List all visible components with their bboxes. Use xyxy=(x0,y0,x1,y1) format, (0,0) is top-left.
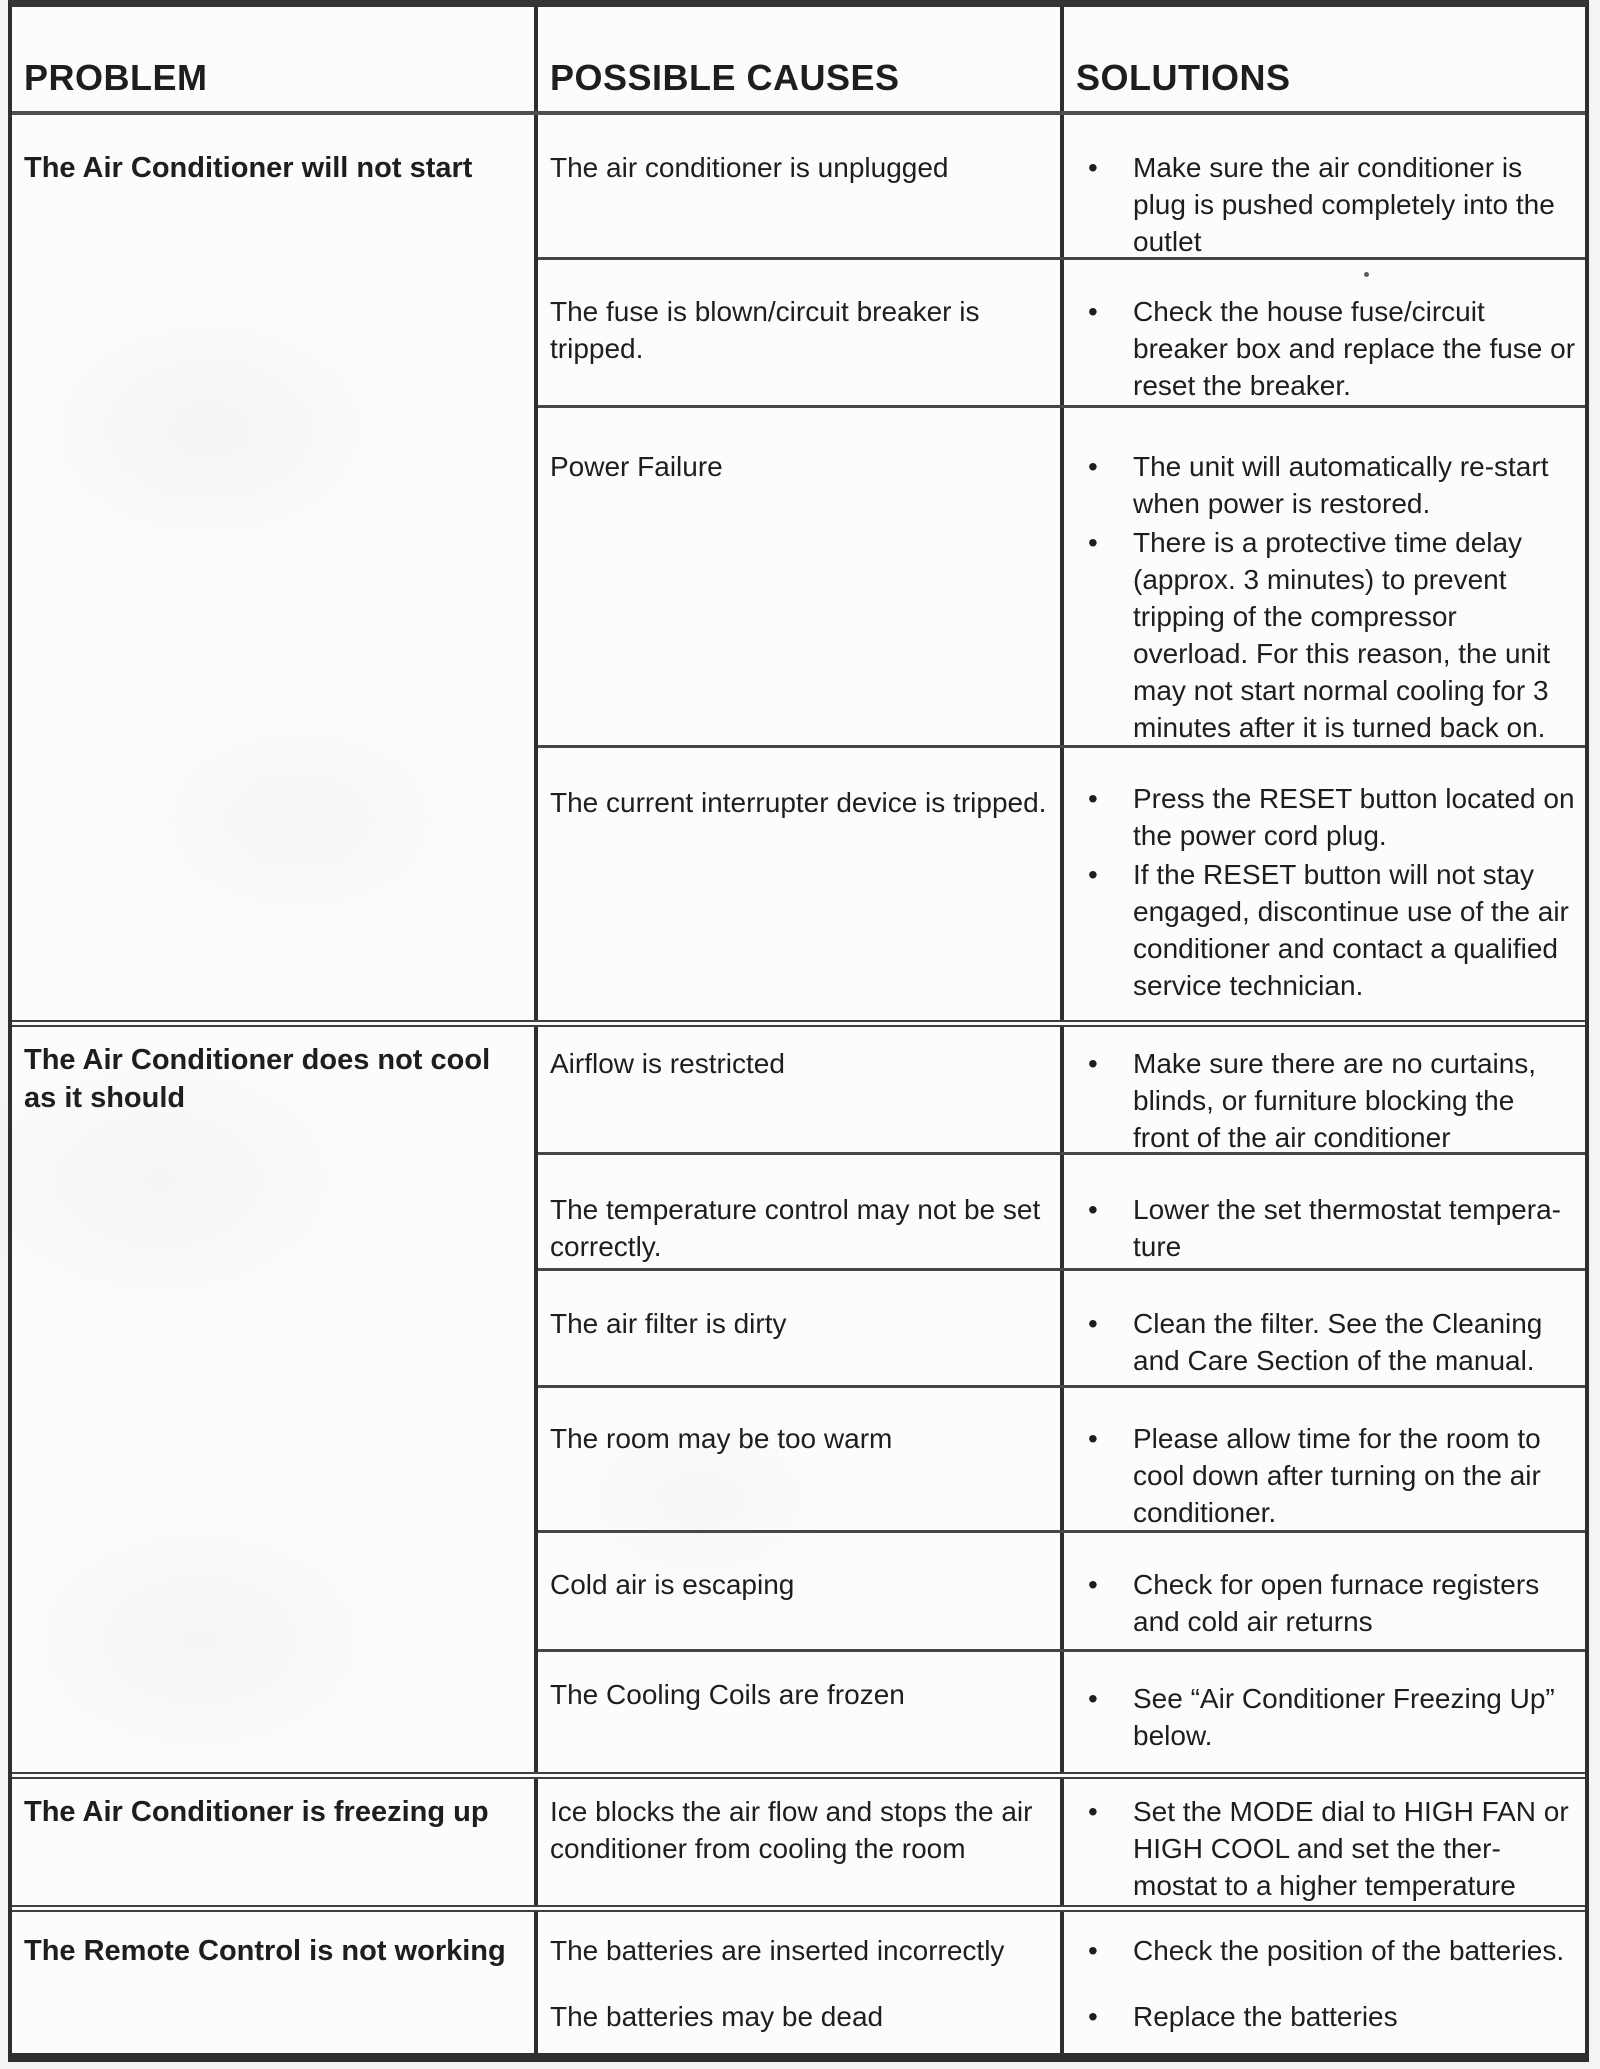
bullet-icon: • xyxy=(1088,296,1098,327)
bullet-icon: • xyxy=(1088,1796,1098,1827)
solutions-list xyxy=(1064,448,1577,746)
solutions-cell xyxy=(1064,260,1585,405)
solution-item xyxy=(1064,1305,1577,1379)
table-row xyxy=(538,745,1585,1020)
cause-cell xyxy=(538,1271,1064,1385)
solutions-cell xyxy=(1064,1027,1585,1152)
cause-text: Power Failure xyxy=(550,451,723,482)
problem-cell xyxy=(12,1912,538,2053)
table-row xyxy=(538,257,1585,405)
cause-text: The air filter is dirty xyxy=(550,1308,787,1339)
solution-text: Lower the set thermostat tempera-ture xyxy=(1133,1194,1561,1262)
solutions-list xyxy=(1064,1566,1577,1640)
section-rows xyxy=(538,115,1585,1020)
solution-item xyxy=(1064,524,1577,746)
table-header-row xyxy=(12,7,1585,115)
bullet-icon: • xyxy=(1088,1683,1098,1714)
table-row xyxy=(538,1986,1585,2053)
problem-text: The Air Conditioner does not cool as it should xyxy=(24,1044,491,1114)
problem-cell xyxy=(12,1779,538,1905)
cause-cell xyxy=(538,1986,1064,2053)
solutions-list xyxy=(1064,1998,1577,2035)
problem-cell xyxy=(12,115,538,1020)
section-rows xyxy=(538,1912,1585,2053)
solutions-list xyxy=(1064,293,1577,404)
cause-text: The Cooling Coils are frozen xyxy=(550,1679,905,1710)
cause-text: Airflow is restricted xyxy=(550,1048,785,1079)
bullet-icon: • xyxy=(1088,783,1098,814)
solution-text: Make sure the air conditioner is plug is pushed completely into the outlet xyxy=(1133,152,1555,257)
solutions-list xyxy=(1064,1793,1577,1904)
problem-text: The Remote Control is not working xyxy=(24,1935,506,1967)
solutions-list xyxy=(1064,1680,1577,1754)
solution-text: Press the RESET button located on the power cord plug. xyxy=(1133,783,1575,851)
solution-text: Check the position of the batteries. xyxy=(1133,1935,1565,1966)
solution-item xyxy=(1064,1045,1577,1156)
solutions-cell xyxy=(1064,1388,1585,1530)
section-ac-freezing-up xyxy=(12,1772,1585,1905)
cause-text: Ice blocks the air flow and stops the air conditioner from cooling the room xyxy=(550,1796,1033,1864)
troubleshooting-table xyxy=(8,0,1589,2062)
problem-text: The Air Conditioner will not start xyxy=(24,152,473,184)
header-problem: PROBLEM xyxy=(12,7,538,111)
cause-cell xyxy=(538,1155,1064,1268)
solution-item xyxy=(1064,1793,1577,1904)
bullet-icon: • xyxy=(1088,527,1098,558)
cause-cell xyxy=(538,1533,1064,1649)
table-row xyxy=(538,1385,1585,1530)
section-rows xyxy=(538,1779,1585,1905)
cause-cell xyxy=(538,1912,1064,1986)
cause-text: The fuse is blown/circuit breaker is tripped. xyxy=(550,296,980,364)
cause-text: The temperature control may not be set correctly. xyxy=(550,1194,1041,1262)
cause-text: The batteries may be dead xyxy=(550,2001,884,2032)
bullet-icon: • xyxy=(1088,1308,1098,1339)
solution-item xyxy=(1064,1932,1577,1969)
solution-item xyxy=(1064,293,1577,404)
solution-text: If the RESET button will not stay engaged, discontinue use of the air conditioner and contact a qualified service technician. xyxy=(1133,859,1569,1001)
solution-text: Set the MODE dial to HIGH FAN or HIGH COOL and set the ther-mostat to a higher temperature xyxy=(1133,1796,1569,1901)
bullet-icon: • xyxy=(1088,2001,1098,2032)
solutions-list xyxy=(1064,1191,1577,1265)
cause-cell xyxy=(538,1027,1064,1152)
bullet-icon: • xyxy=(1088,152,1098,183)
scan-speck xyxy=(1364,272,1369,277)
solution-item xyxy=(1064,1680,1577,1754)
cause-text: The current interrupter device is tripped. xyxy=(550,787,1047,818)
solution-item xyxy=(1064,448,1577,522)
section-ac-does-not-cool xyxy=(12,1020,1585,1772)
solutions-cell xyxy=(1064,408,1585,745)
cause-text: The air conditioner is unplugged xyxy=(550,152,949,183)
solution-item xyxy=(1064,1998,1577,2035)
solutions-cell xyxy=(1064,1155,1585,1268)
solutions-list xyxy=(1064,1420,1577,1531)
table-row xyxy=(538,1152,1585,1268)
table-row xyxy=(538,1649,1585,1772)
solution-item xyxy=(1064,149,1577,260)
solutions-list xyxy=(1064,1932,1577,1969)
solution-text: There is a protective time delay (approx. 3 minutes) to prevent tripping of the compressor overload. For this reason, the unit may not start normal cooling for 3 minutes after it is turned back on. xyxy=(1133,527,1551,743)
bullet-icon: • xyxy=(1088,1048,1098,1079)
solutions-list xyxy=(1064,780,1577,1004)
solutions-cell xyxy=(1064,1912,1585,1986)
cause-cell xyxy=(538,408,1064,745)
cause-cell xyxy=(538,115,1064,257)
bullet-icon: • xyxy=(1088,1935,1098,1966)
bullet-icon: • xyxy=(1088,1423,1098,1454)
solutions-cell xyxy=(1064,1652,1585,1772)
section-ac-will-not-start xyxy=(12,115,1585,1020)
cause-cell xyxy=(538,1652,1064,1772)
solution-text: The unit will automatically re-start when power is restored. xyxy=(1133,451,1549,519)
solution-text: Please allow time for the room to cool down after turning on the air conditioner. xyxy=(1133,1423,1541,1528)
bullet-icon: • xyxy=(1088,859,1098,890)
solution-text: Check the house fuse/circuit breaker box and replace the fuse or reset the breaker. xyxy=(1133,296,1576,401)
section-remote-not-working xyxy=(12,1905,1585,2053)
solutions-list xyxy=(1064,1045,1577,1156)
bullet-icon: • xyxy=(1088,1569,1098,1600)
table-row xyxy=(538,1027,1585,1152)
table-row xyxy=(538,115,1585,257)
cause-cell xyxy=(538,1779,1064,1905)
solutions-cell xyxy=(1064,115,1585,257)
problem-text: The Air Conditioner is freezing up xyxy=(24,1796,489,1828)
cause-text: The room may be too warm xyxy=(550,1423,893,1454)
solutions-list xyxy=(1064,149,1577,260)
solutions-cell xyxy=(1064,1533,1585,1649)
solution-text: Make sure there are no curtains, blinds, or furniture blocking the front of the air conditioner xyxy=(1133,1048,1537,1153)
cause-cell xyxy=(538,1388,1064,1530)
header-solutions: SOLUTIONS xyxy=(1076,57,1291,98)
solution-item xyxy=(1064,856,1577,1004)
table-row xyxy=(538,1268,1585,1385)
solution-item xyxy=(1064,1420,1577,1531)
cause-text: Cold air is escaping xyxy=(550,1569,795,1600)
solution-text: See “Air Conditioner Freezing Up” below. xyxy=(1133,1683,1555,1751)
cause-cell xyxy=(538,260,1064,405)
solution-text: Check for open furnace registers and cold air returns xyxy=(1133,1569,1540,1637)
solutions-cell xyxy=(1064,748,1585,1020)
solutions-cell xyxy=(1064,1779,1585,1905)
solutions-cell xyxy=(1064,1986,1585,2053)
table-row xyxy=(538,1779,1585,1905)
solution-text: Clean the filter. See the Cleaning and Care Section of the manual. xyxy=(1133,1308,1543,1376)
bullet-icon: • xyxy=(1088,1194,1098,1225)
solution-item xyxy=(1064,1566,1577,1640)
cause-cell xyxy=(538,748,1064,1020)
table-row xyxy=(538,1530,1585,1649)
problem-cell xyxy=(12,1027,538,1772)
solution-text: Replace the batteries xyxy=(1133,2001,1398,2032)
bullet-icon: • xyxy=(1088,451,1098,482)
table-row xyxy=(538,405,1585,745)
table-row xyxy=(538,1912,1585,1986)
cause-text: The batteries are inserted incorrectly xyxy=(550,1935,1005,1966)
header-possible-causes: POSSIBLE CAUSES xyxy=(538,7,1064,111)
section-rows xyxy=(538,1027,1585,1772)
solutions-cell xyxy=(1064,1271,1585,1385)
solution-item xyxy=(1064,780,1577,854)
solutions-list xyxy=(1064,1305,1577,1379)
solution-item xyxy=(1064,1191,1577,1265)
